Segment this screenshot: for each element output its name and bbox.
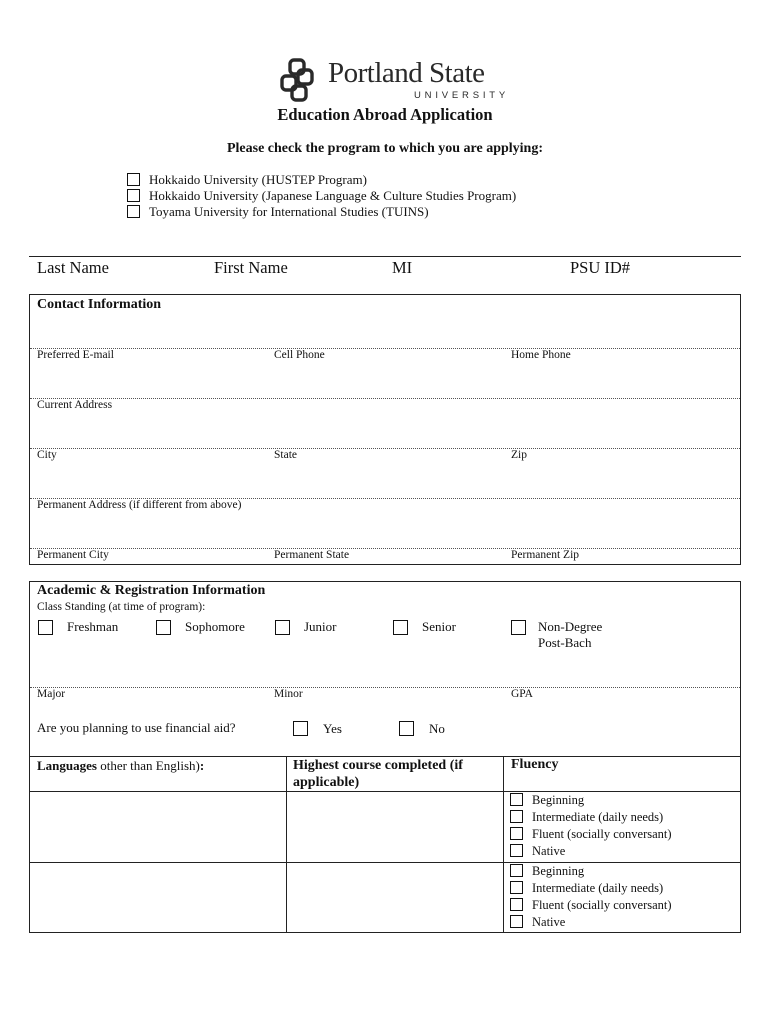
fluency-option[interactable] (510, 827, 672, 842)
highest-course-header: Highest course completed (if applicable) (293, 758, 463, 790)
checkbox[interactable] (510, 810, 523, 823)
checkbox[interactable] (510, 915, 523, 928)
fluency-label: Native (532, 915, 566, 929)
fluency-group (510, 864, 672, 930)
fluency-group (510, 793, 672, 859)
checkbox[interactable] (510, 898, 523, 911)
zip-field[interactable]: Zip (511, 449, 527, 461)
program-label: Hokkaido University (Japanese Language & Culture Studies Program) (149, 188, 517, 203)
fluency-label: Intermediate (daily needs) (532, 881, 664, 895)
aid-yes-label: Yes (323, 721, 342, 736)
divider (30, 398, 740, 399)
checkbox[interactable] (510, 864, 523, 877)
languages-header-rest: other than English) (96, 758, 200, 773)
program-label: Toyama University for International Studies (TUINS) (149, 204, 429, 219)
academic-section (29, 581, 741, 933)
permanent-city-field[interactable]: Permanent City (37, 549, 109, 561)
permanent-zip-field[interactable]: Permanent Zip (511, 549, 580, 561)
checkbox[interactable] (127, 173, 140, 186)
column-divider (503, 756, 504, 932)
home-phone-field[interactable]: Home Phone (511, 349, 571, 361)
logo-name: Portland State (328, 57, 485, 89)
aid-no-checkbox[interactable] (399, 721, 414, 736)
class-standing-label: Class Standing (at time of program): (37, 601, 206, 613)
freshman-label: Freshman (67, 619, 119, 634)
psu-id-label: PSU ID# (570, 258, 631, 277)
languages-header-colon: : (199, 758, 205, 773)
fluency-label: Fluent (socially conversant) (532, 827, 672, 841)
fluency-label: Native (532, 844, 566, 858)
languages-header-bold: Languages (37, 758, 97, 773)
academic-heading: Academic & Registration Information (37, 583, 266, 598)
checkbox[interactable] (510, 844, 523, 857)
contact-section (29, 294, 741, 565)
non-degree-label: Non-Degree (538, 619, 603, 634)
permanent-state-field[interactable]: Permanent State (274, 549, 350, 561)
divider (30, 348, 740, 349)
logo-subtitle: UNIVERSITY (414, 90, 510, 101)
program-label: Hokkaido University (HUSTEP Program) (149, 172, 367, 187)
fluency-header: Fluency (511, 757, 559, 772)
fluency-option[interactable] (510, 810, 672, 825)
fluency-label: Beginning (532, 793, 585, 807)
program-option[interactable] (127, 204, 429, 219)
checkbox[interactable] (510, 827, 523, 840)
fluency-label: Fluent (socially conversant) (532, 898, 672, 912)
checkbox[interactable] (127, 205, 140, 218)
fluency-option[interactable] (510, 844, 672, 859)
email-field[interactable]: Preferred E-mail (37, 349, 114, 361)
junior-checkbox[interactable] (275, 620, 290, 635)
program-prompt: Please check the program to which you are applying: (226, 141, 544, 156)
checkbox[interactable] (127, 189, 140, 202)
sophomore-checkbox[interactable] (156, 620, 171, 635)
last-name-label: Last Name (37, 258, 109, 277)
non-degree-checkbox[interactable] (511, 620, 526, 635)
senior-label: Senior (422, 619, 456, 634)
fluency-label: Intermediate (daily needs) (532, 810, 664, 824)
city-field[interactable]: City (37, 449, 57, 461)
post-bach-label: Post-Bach (538, 635, 592, 650)
senior-checkbox[interactable] (393, 620, 408, 635)
mi-label: MI (392, 258, 413, 277)
permanent-address-field[interactable]: Permanent Address (if different from above) (37, 499, 242, 511)
fluency-option[interactable] (510, 864, 672, 879)
languages-header (37, 758, 204, 774)
portland-state-logo (276, 56, 326, 106)
program-option[interactable] (127, 188, 516, 203)
freshman-checkbox[interactable] (38, 620, 53, 635)
checkbox[interactable] (510, 881, 523, 894)
first-name-label: First Name (214, 258, 288, 277)
divider (30, 548, 740, 549)
fluency-option[interactable] (510, 793, 672, 808)
column-divider (286, 756, 287, 932)
minor-field[interactable]: Minor (274, 688, 303, 700)
name-row-rule (29, 256, 741, 257)
sophomore-label: Sophomore (185, 619, 245, 634)
fluency-label: Beginning (532, 864, 585, 878)
financial-aid-question: Are you planning to use financial aid? (37, 720, 236, 735)
divider (30, 448, 740, 449)
divider (30, 687, 740, 688)
row-rule (30, 791, 740, 792)
row-rule (30, 862, 740, 863)
contact-heading: Contact Information (37, 297, 162, 312)
program-option[interactable] (127, 172, 367, 187)
aid-no-label: No (429, 721, 445, 736)
checkbox[interactable] (510, 793, 523, 806)
fluency-option[interactable] (510, 898, 672, 913)
current-address-field[interactable]: Current Address (37, 399, 113, 411)
page-title: Education Abroad Application (277, 105, 493, 124)
aid-yes-checkbox[interactable] (293, 721, 308, 736)
cell-phone-field[interactable]: Cell Phone (274, 349, 325, 361)
junior-label: Junior (304, 619, 337, 634)
fluency-option[interactable] (510, 881, 672, 896)
major-field[interactable]: Major (37, 688, 66, 700)
fluency-option[interactable] (510, 915, 672, 930)
state-field[interactable]: State (274, 449, 297, 461)
gpa-field[interactable]: GPA (511, 688, 533, 700)
